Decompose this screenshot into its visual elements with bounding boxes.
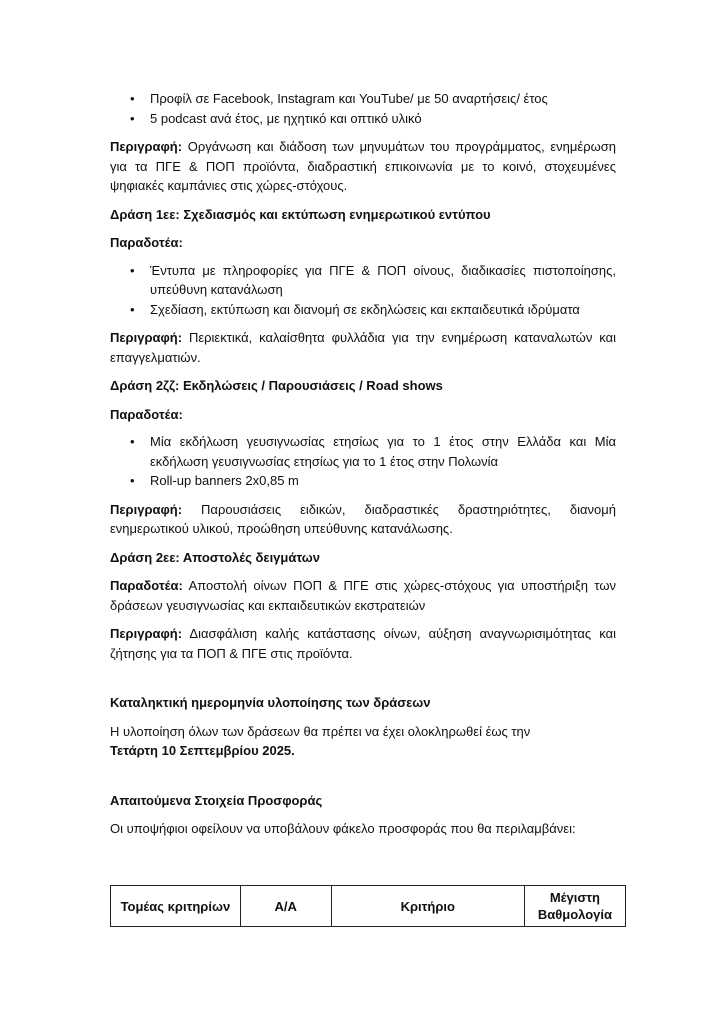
bullet-list-2 xyxy=(110,432,616,491)
action-heading: Δράση 2ζζ: Εκδηλώσεις / Παρουσιάσεις / Road shows xyxy=(110,378,443,393)
description-paragraph xyxy=(110,624,616,663)
table-header-cell: Α/Α xyxy=(240,886,331,927)
document-body xyxy=(110,88,616,839)
description-paragraph xyxy=(110,137,616,196)
description-label: Περιγραφή: xyxy=(110,626,183,641)
deadline-heading: Καταληκτική ημερομηνία υλοποίησης των δράσεων xyxy=(110,695,431,710)
action-heading: Δράση 2εε: Αποστολές δειγμάτων xyxy=(110,549,321,565)
list-item: • Έντυπα με πληροφορίες για ΠΓΕ & ΠΟΠ οίνους, διαδικασίες πιστοποίησης, υπεύθυνη κατανάλωση xyxy=(150,261,616,300)
list-item: • Μία εκδήλωση γευσιγνωσίας ετησίως για το 1 έτος στην Ελλάδα και Μία εκδήλωση γευσιγνωσίας ετησίως για το 1 έτος στην Πολωνία xyxy=(150,432,616,471)
description-label: Περιγραφή: xyxy=(110,330,183,345)
deliverables-label: Παραδοτέα: xyxy=(110,578,183,593)
table-header-row xyxy=(111,886,626,927)
deliverables-label: Παραδοτέα: xyxy=(110,406,183,422)
table-header-cell: Μέγιστη Βαθμολογία xyxy=(524,886,625,927)
description-paragraph xyxy=(110,328,616,367)
description-paragraph xyxy=(110,500,616,539)
table-header-cell: Τομέας κριτηρίων xyxy=(111,886,241,927)
bullet-list-top xyxy=(110,89,616,128)
list-item: • Σχεδίαση, εκτύπωση και διανομή σε εκδηλώσεις και εκπαιδευτικά ιδρύματα xyxy=(150,300,616,320)
description-label: Περιγραφή: xyxy=(110,139,183,154)
description-label: Περιγραφή: xyxy=(110,501,183,517)
table-header-cell: Κριτήριο xyxy=(331,886,524,927)
description-text: Περιεκτικά, καλαίσθητα φυλλάδια για την ενημέρωση καταναλωτών και επαγγελματιών. xyxy=(110,330,616,365)
offer-heading: Απαιτούμενα Στοιχεία Προσφοράς xyxy=(110,792,323,808)
description-text: Διασφάλιση καλής κατάστασης οίνων, αύξηση αναγνωρισιμότητας και ζήτησης για τα ΠΟΠ & ΠΓΕ στις προϊόντα. xyxy=(110,626,616,661)
criteria-table xyxy=(110,885,626,927)
deliverables-text: Αποστολή οίνων ΠΟΠ & ΠΓΕ στις χώρες-στόχους για υποστήριξη των δράσεων γευσιγνωσίας και εκπαιδευτικών εκστρατειών xyxy=(110,578,616,613)
offer-text: Οι υποψήφιοι οφείλουν να υποβάλουν φάκελο προσφοράς που θα περιλαμβάνει: xyxy=(110,821,576,836)
list-item: • Roll-up banners 2x0,85 m xyxy=(150,471,616,491)
action-heading: Δράση 1εε: Σχεδιασμός και εκτύπωση ενημερωτικού εντύπου xyxy=(110,206,491,222)
description-text: Παρουσιάσεις ειδικών, διαδραστικές δραστηριότητες, διανομή ενημερωτικού υλικού, προώθηση υπεύθυνης κατανάλωσης. xyxy=(110,501,616,536)
bullet-list-1 xyxy=(110,261,616,320)
deadline-date: Τετάρτη 10 Σεπτεμβρίου 2025. xyxy=(110,743,295,758)
deadline-text: Η υλοποίηση όλων των δράσεων θα πρέπει να έχει ολοκληρωθεί έως την xyxy=(110,723,531,739)
list-item: • Προφίλ σε Facebook, Instagram και YouTube/ με 50 αναρτήσεις/ έτος xyxy=(150,89,616,109)
description-text: Οργάνωση και διάδοση των μηνυμάτων του προγράμματος, ενημέρωση για τα ΠΓΕ & ΠΟΠ προϊόντα, διαδραστική επικοινωνία με το κοινό, στοχευμένες ψηφιακές καμπάνιες στις χώρες-στόχους. xyxy=(110,139,616,193)
list-item: • 5 podcast ανά έτος, με ηχητικό και οπτικό υλικό xyxy=(150,109,616,129)
deliverables-paragraph xyxy=(110,576,616,615)
deliverables-label: Παραδοτέα: xyxy=(110,235,183,250)
